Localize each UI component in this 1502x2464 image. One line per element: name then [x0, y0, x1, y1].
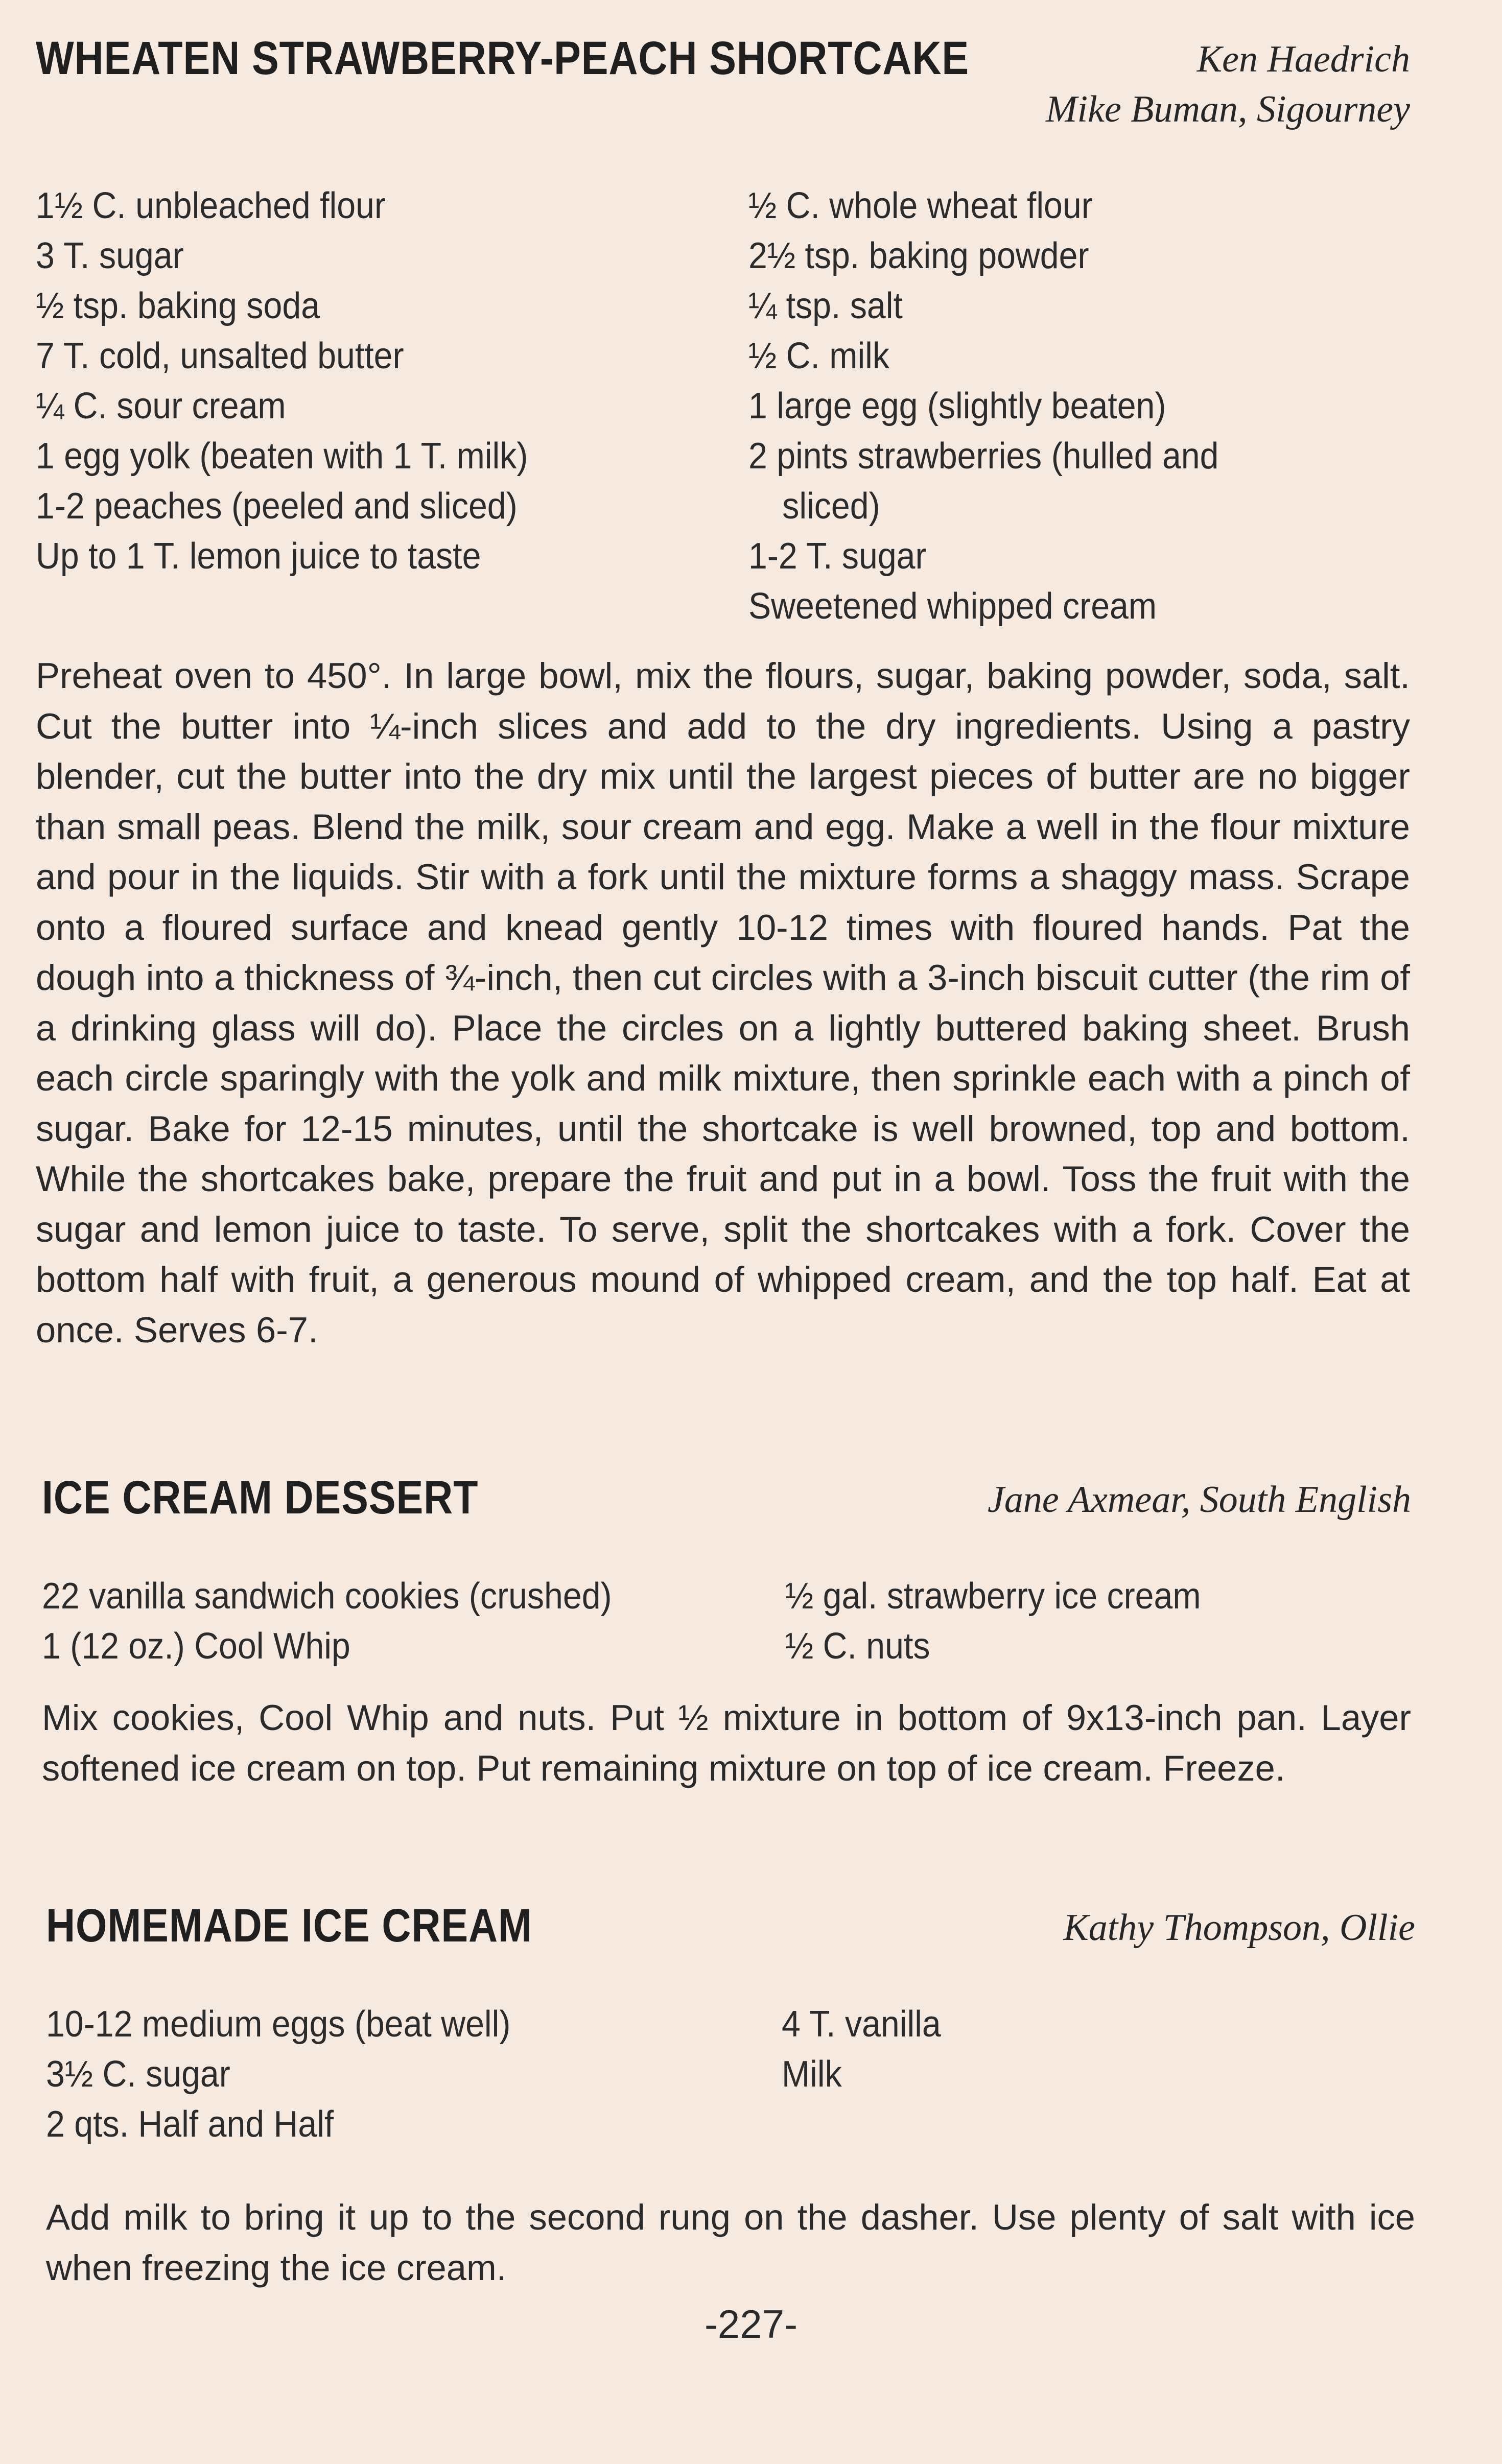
ingredient: 3 T. sugar — [36, 235, 184, 276]
ingredient: 2 qts. Half and Half — [46, 2104, 334, 2145]
ingredient: ½ gal. strawberry ice cream — [785, 1576, 1201, 1617]
ingredient: ½ C. whole wheat flour — [748, 185, 1093, 226]
ingredient: 1 (12 oz.) Cool Whip — [42, 1626, 350, 1667]
recipe-directions: Add milk to bring it up to the second rung on the dasher. Use plenty of salt with ice when freezing the ice cream. — [46, 2197, 1415, 2288]
ingredients-list — [36, 181, 1410, 631]
recipe-title: HOMEMADE ICE CREAM — [46, 1900, 532, 1952]
ingredient: 1 large egg (slightly beaten) — [748, 386, 1166, 427]
ingredient: 7 T. cold, unsalted butter — [36, 336, 404, 376]
ingredients-right-column — [748, 181, 1218, 631]
ingredients-list — [42, 1571, 1411, 1671]
recipe-title: WHEATEN STRAWBERRY-PEACH SHORTCAKE — [36, 32, 970, 84]
recipe-homemade-ice-cream — [46, 1899, 1415, 2293]
ingredient: ½ tsp. baking soda — [36, 286, 320, 326]
ingredient: 1-2 peaches (peeled and sliced) — [36, 486, 518, 527]
recipe-header — [46, 1899, 1415, 1955]
recipe-ice-cream-dessert — [42, 1471, 1411, 1793]
ingredient: 10-12 medium eggs (beat well) — [46, 2004, 511, 2045]
ingredient: 22 vanilla sandwich cookies (crushed) — [42, 1576, 612, 1617]
page-number: -227- — [704, 2302, 798, 2347]
ingredient: 2 pints strawberries (hulled and — [748, 436, 1219, 477]
ingredient: Milk — [782, 2054, 842, 2095]
ingredient: ¼ C. sour cream — [36, 386, 286, 427]
recipe-header — [42, 1471, 1411, 1527]
ingredients-right-column — [785, 1571, 1201, 1671]
recipe-directions: Preheat oven to 450°. In large bowl, mix the flours, sugar, baking powder, soda, salt. Cut the butter into ¼-inch slices and add to the dry ingredients. Using a pastry blender, cut the butter into the dry mix until the largest pieces of butter are no bigger than small peas. Blend the milk, sour cream and egg. Make a well in the flour mixture and pour in the liquids. Stir with a fork until the mixture forms a shaggy mass. Scrape onto a floured surface and knead gently 10-12 times with floured hands. Pat the dough into a thickness of ¾-inch, then cut circles with a 3-inch biscuit cutter (the rim of a drinking glass will do). Place the circles on a lightly buttered baking sheet. Brush each circle sparingly with the yolk and milk mixture, then sprinkle each with a pinch of sugar. Bake for 12-15 minutes, until the shortcake is well browned, top and bottom. While the shortcakes bake, prepare the fruit and put in a bowl. Toss the fruit with the sugar and lemon juice to taste. To serve, split the shortcakes with a fork. Cover the bottom half with fruit, a generous mound of whipped cream, and the top half. Eat at once. Serves 6-7. — [36, 655, 1410, 1350]
ingredient: 1-2 T. sugar — [748, 536, 927, 577]
ingredient: ½ C. nuts — [785, 1626, 930, 1667]
ingredient: 4 T. vanilla — [782, 2004, 941, 2045]
ingredients-right-column — [782, 1999, 941, 2149]
recipe-header — [36, 32, 1410, 134]
ingredients-left-column — [46, 1999, 723, 2149]
recipe-author-location: Mike Buman, Sigourney — [1045, 88, 1410, 130]
ingredient: 1 egg yolk (beaten with 1 T. milk) — [36, 436, 528, 477]
ingredients-list — [46, 1999, 1415, 2149]
recipe-author: Kathy Thompson, Ollie — [1063, 1907, 1415, 1949]
ingredient: ½ C. milk — [748, 336, 890, 376]
ingredient: Sweetened whipped cream — [748, 586, 1157, 627]
ingredient: ¼ tsp. salt — [748, 286, 903, 326]
ingredient: 2½ tsp. baking powder — [748, 235, 1089, 276]
ingredients-left-column — [36, 181, 691, 631]
ingredients-left-column — [42, 1571, 726, 1671]
recipe-author: Ken Haedrich — [1196, 38, 1410, 80]
recipe-author: Jane Axmear, South English — [988, 1479, 1411, 1521]
ingredient: 1½ C. unbleached flour — [36, 185, 386, 226]
recipe-directions: Mix cookies, Cool Whip and nuts. Put ½ mixture in bottom of 9x13-inch pan. Layer softened ice cream on top. Put remaining mixture on top of ice cream. Freeze. — [42, 1697, 1411, 1788]
ingredient-continued: sliced) — [782, 486, 880, 527]
ingredient: 3½ C. sugar — [46, 2054, 230, 2095]
recipe-title: ICE CREAM DESSERT — [42, 1472, 479, 1524]
recipe-shortcake — [36, 32, 1410, 1355]
ingredient: Up to 1 T. lemon juice to taste — [36, 536, 481, 577]
